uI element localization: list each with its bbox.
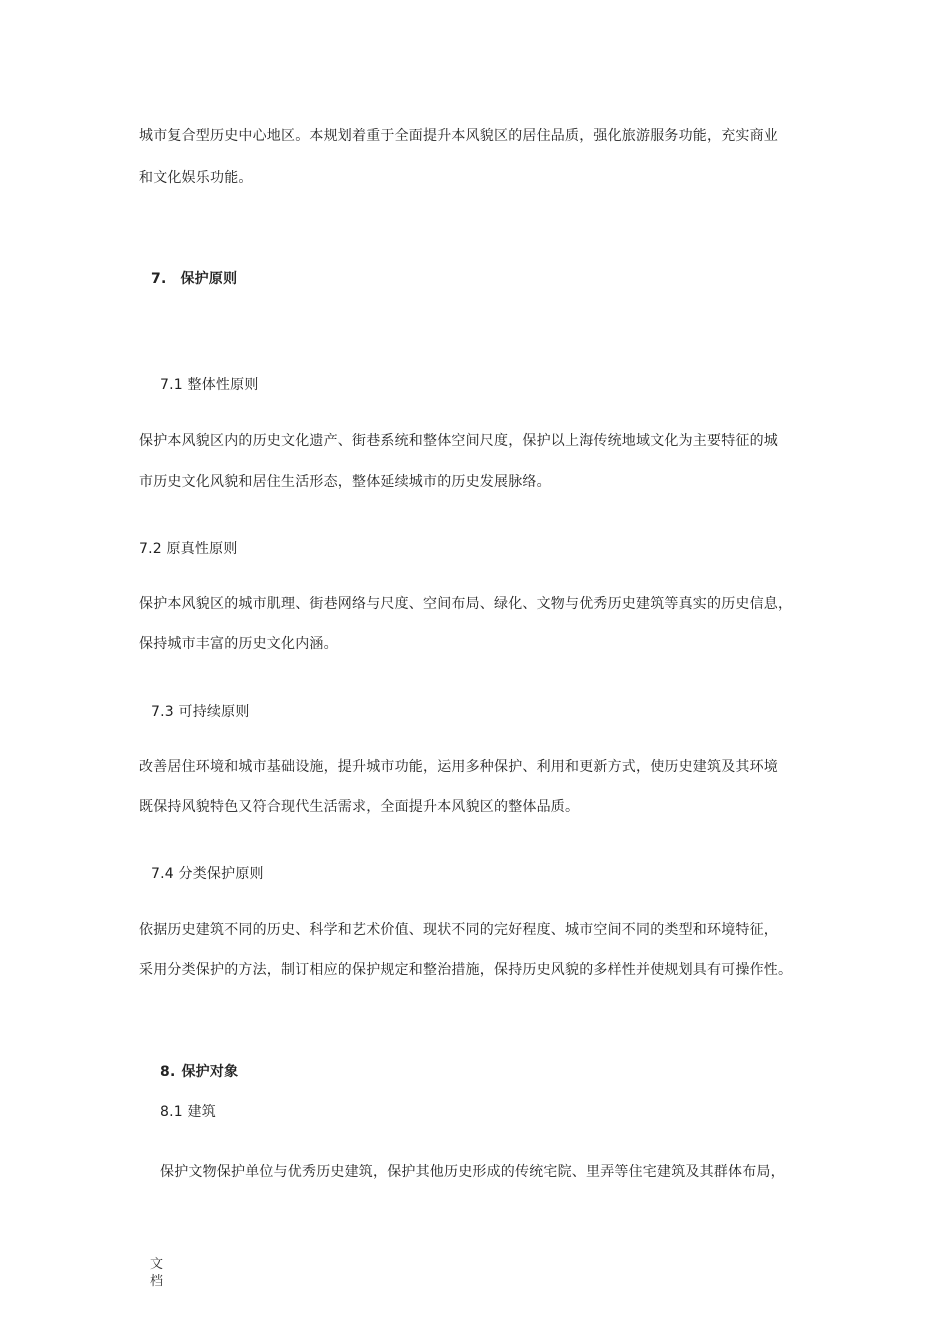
section-8-number: 8. bbox=[160, 1064, 176, 1080]
subsection-7-2-line-2: 保持城市丰富的历史文化内涵。 bbox=[139, 636, 338, 652]
intro-line-2: 和文化娱乐功能。 bbox=[139, 170, 253, 186]
subsection-7-1-line-1: 保护本风貌区内的历史文化遗产、街巷系统和整体空间尺度，保护以上海传统地域文化为主要特征的城 bbox=[139, 433, 778, 449]
subsection-7-2-heading: 7.2 原真性原则 bbox=[139, 541, 238, 557]
subsection-7-4-line-2: 采用分类保护的方法，制订相应的保护规定和整治措施，保持历史风貌的多样性并使规划具有可操作性。 bbox=[139, 962, 793, 978]
intro-line-1: 城市复合型历史中心地区。本规划着重于全面提升本风貌区的居住品质，强化旅游服务功能，充实商业 bbox=[139, 128, 778, 144]
section-7-heading bbox=[151, 270, 237, 288]
subsection-7-1-heading: 7.1 整体性原则 bbox=[160, 377, 259, 393]
section-8-heading bbox=[160, 1063, 238, 1081]
subsection-7-3-heading: 7.3 可持续原则 bbox=[151, 704, 250, 720]
section-7-title: 保护原则 bbox=[180, 271, 238, 287]
section-8-title: 保护对象 bbox=[181, 1064, 239, 1080]
subsection-8-1-heading: 8.1 建筑 bbox=[160, 1104, 216, 1120]
subsection-8-1-line-1: 保护文物保护单位与优秀历史建筑，保护其他历史形成的传统宅院、里弄等住宅建筑及其群体布局， bbox=[160, 1164, 785, 1180]
section-7-number: 7. bbox=[151, 271, 167, 287]
subsection-7-3-line-2: 既保持风貌特色又符合现代生活需求，全面提升本风貌区的整体品质。 bbox=[139, 799, 580, 815]
subsection-7-4-line-1: 依据历史建筑不同的历史、科学和艺术价值、现状不同的完好程度、城市空间不同的类型和环境特征， bbox=[139, 922, 778, 938]
page-footer-label: 文档 bbox=[150, 1257, 164, 1289]
subsection-7-2-line-1: 保护本风貌区的城市肌理、街巷网络与尺度、空间布局、绿化、文物与优秀历史建筑等真实的历史信息， bbox=[139, 596, 793, 612]
subsection-7-3-line-1: 改善居住环境和城市基础设施，提升城市功能，运用多种保护、利用和更新方式，使历史建筑及其环境 bbox=[139, 759, 778, 775]
subsection-7-1-line-2: 市历史文化风貌和居住生活形态，整体延续城市的历史发展脉络。 bbox=[139, 474, 551, 490]
subsection-7-4-heading: 7.4 分类保护原则 bbox=[151, 866, 264, 882]
